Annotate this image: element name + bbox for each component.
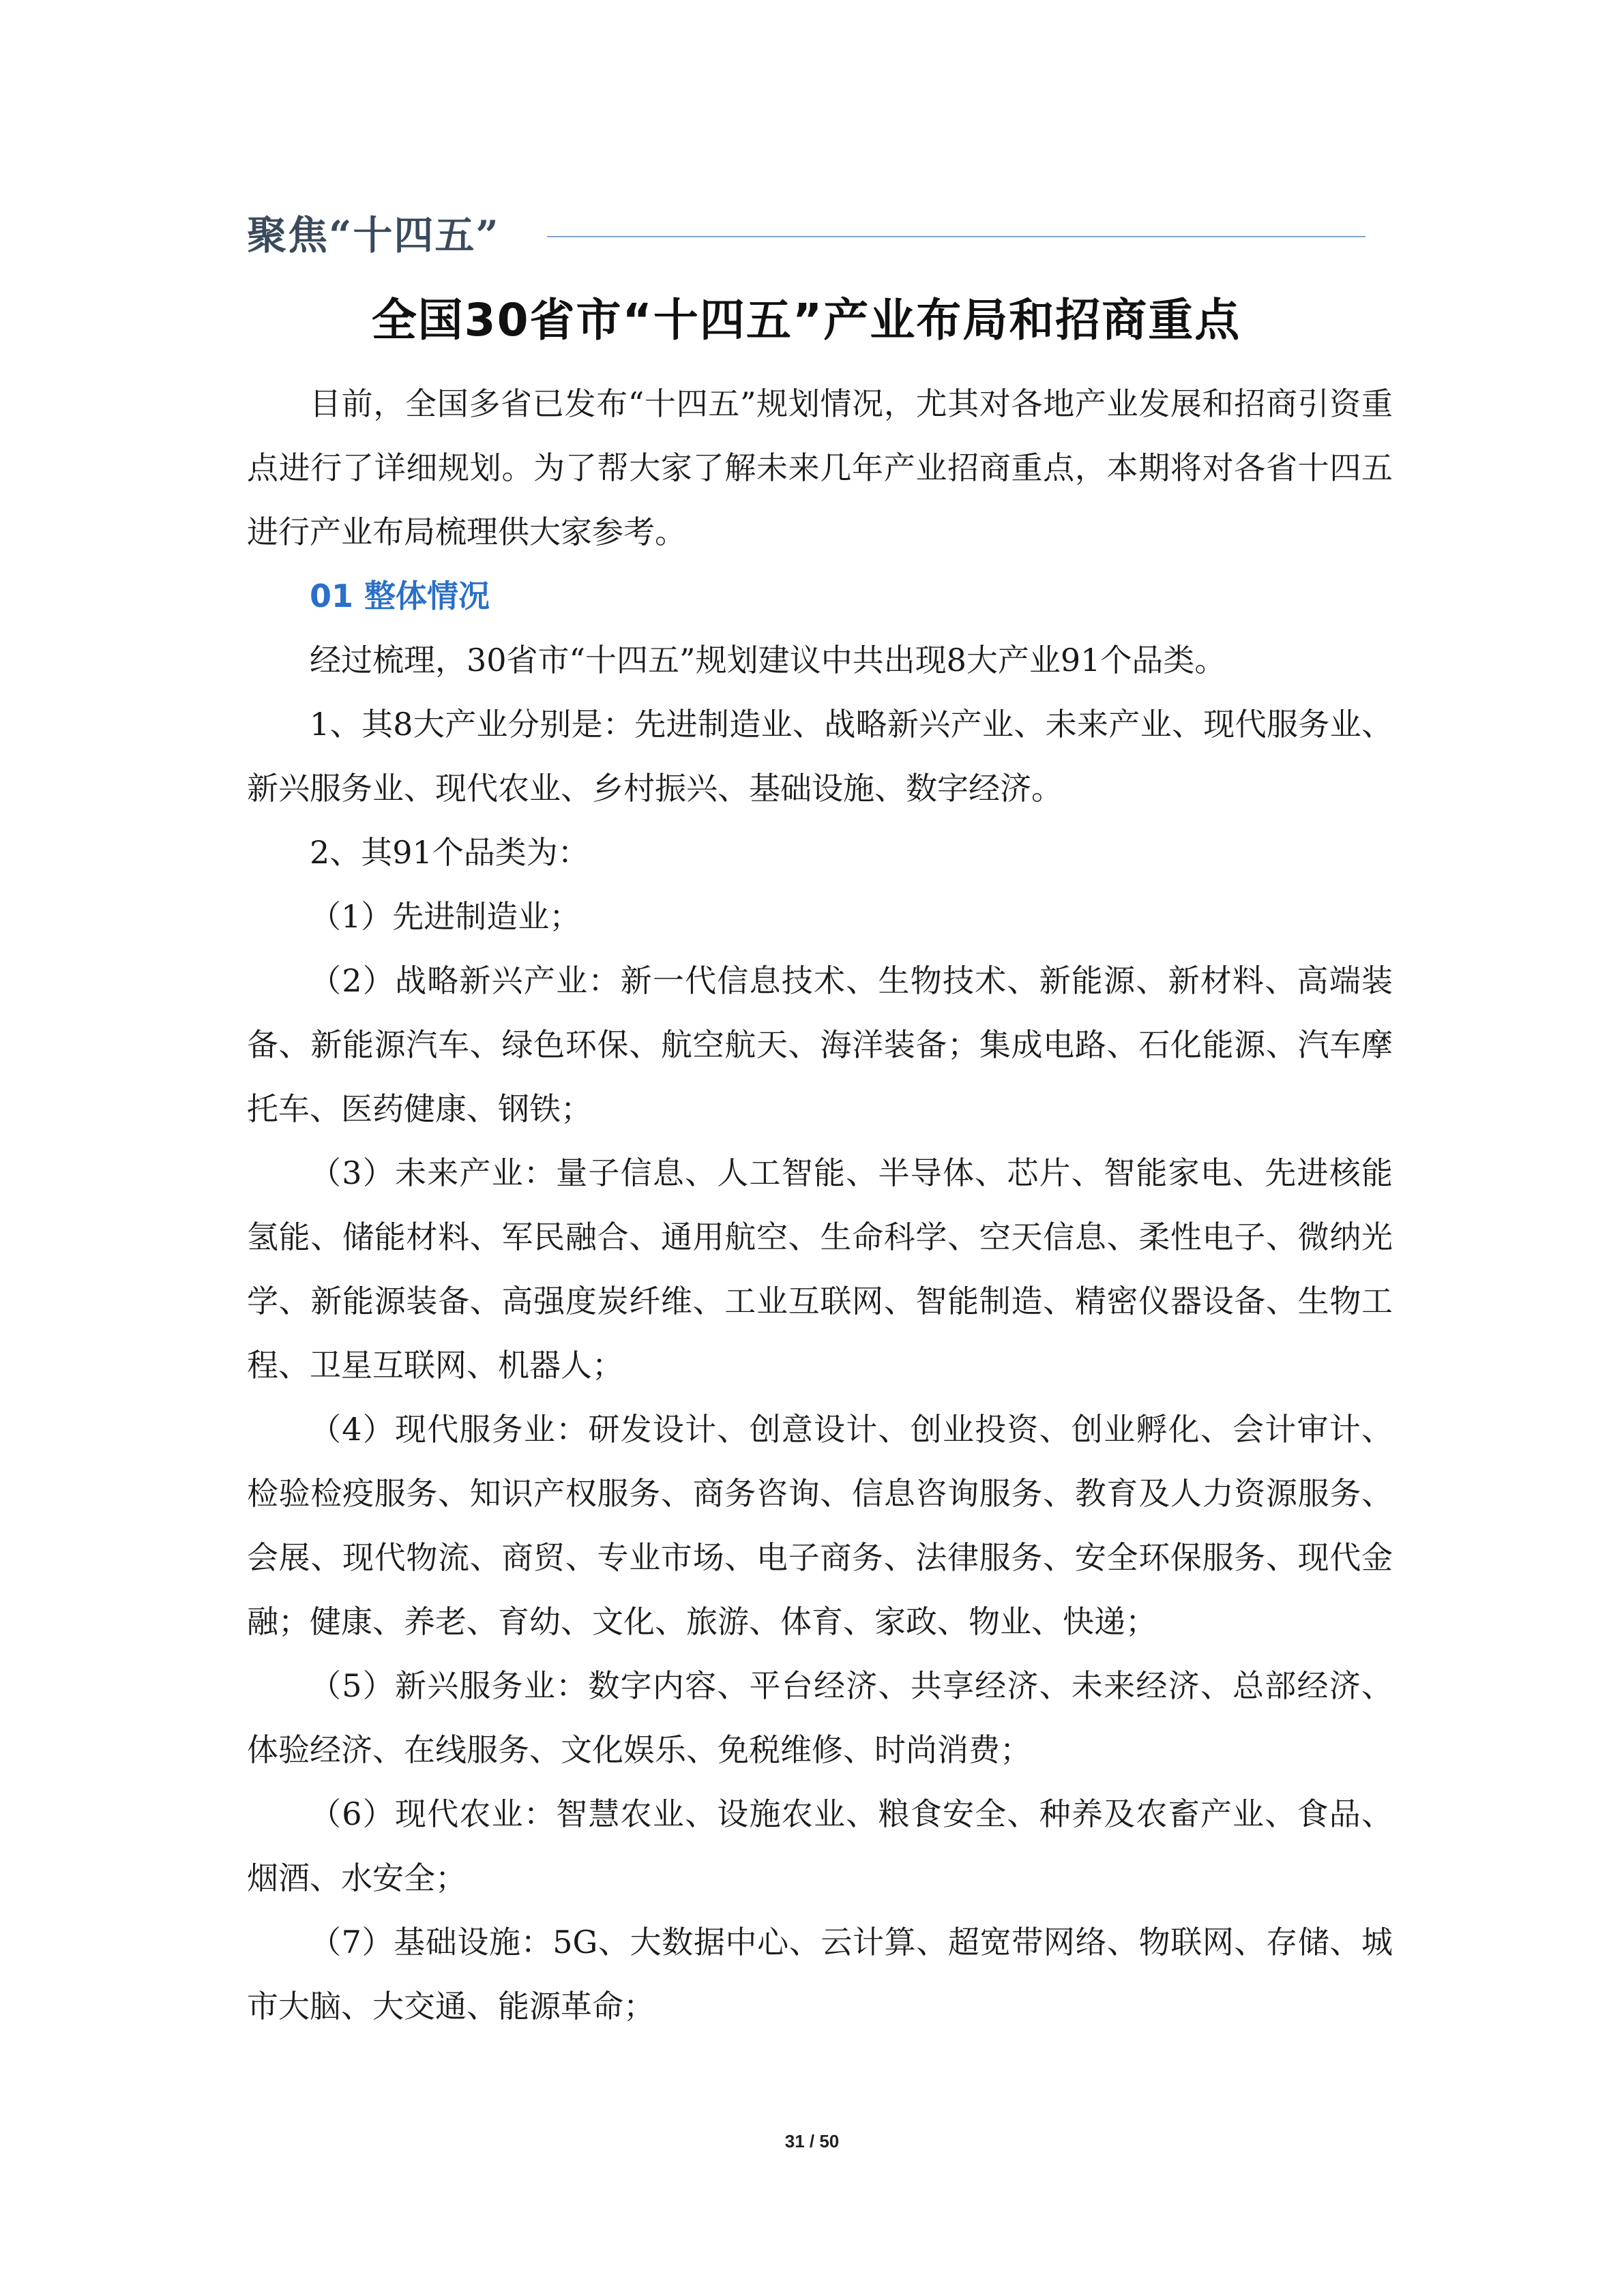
- list-item: （3）未来产业：量子信息、人工智能、半导体、芯片、智能家电、先进核能氢能、储能材料、军民融合、通用航空、生命科学、空天信息、柔性电子、微纳光学、新能源装备、高强度炭纤维、工业互联网、智能制造、精密仪器设备、生物工程、卫星互联网、机器人；: [247, 1154, 1393, 1384]
- body-paragraph: 2、其91个品类为：: [310, 834, 589, 871]
- list-item: （4）现代服务业：研发设计、创意设计、创业投资、创业孵化、会计审计、检验检疫服务、知识产权服务、商务咨询、信息咨询服务、教育及人力资源服务、会展、现代物流、商贸、专业市场、电子商务、法律服务、安全环保服务、现代金融；健康、养老、育幼、文化、旅游、体育、家政、物业、快递；: [247, 1411, 1393, 1640]
- list-item: （5）新兴服务业：数字内容、平台经济、共享经济、未来经济、总部经济、体验经济、在线服务、文化娱乐、免税维修、时尚消费；: [247, 1667, 1393, 1768]
- list-item: （6）现代农业：智慧农业、设施农业、粮食安全、种养及农畜产业、食品、烟酒、水安全；: [247, 1795, 1393, 1896]
- section-label: 聚焦“十四五”: [247, 212, 500, 258]
- section-header: [247, 205, 1365, 266]
- article-body: [247, 372, 1393, 2038]
- body-paragraph: 经过梳理，30省市“十四五”规划建议中共出现8大产业91个品类。: [310, 642, 1226, 679]
- body-paragraph: 1、其8大产业分别是：先进制造业、战略新兴产业、未来产业、现代服务业、新兴服务业、现代农业、乡村振兴、基础设施、数字经济。: [247, 706, 1393, 807]
- list-item: （7）基础设施：5G、大数据中心、云计算、超宽带网络、物联网、存储、城市大脑、大交通、能源革命；: [247, 1924, 1393, 2025]
- section-heading-overview: 01 整体情况: [310, 578, 490, 614]
- intro-paragraph: 目前，全国多省已发布“十四五”规划情况，尤其对各地产业发展和招商引资重点进行了详细规划。为了帮大家了解未来几年产业招商重点，本期将对各省十四五进行产业布局梳理供大家参考。: [247, 385, 1393, 550]
- list-item: （2）战略新兴产业：新一代信息技术、生物技术、新能源、新材料、高端装备、新能源汽车、绿色环保、航空航天、海洋装备；集成电路、石化能源、汽车摩托车、医药健康、钢铁；: [247, 962, 1393, 1127]
- list-item: （1）先进制造业；: [310, 898, 581, 935]
- page-number: 31 / 50: [784, 2131, 840, 2151]
- header-divider: [547, 236, 1365, 237]
- article-title: 全国30省市“十四五”产业布局和招商重点: [371, 294, 1241, 346]
